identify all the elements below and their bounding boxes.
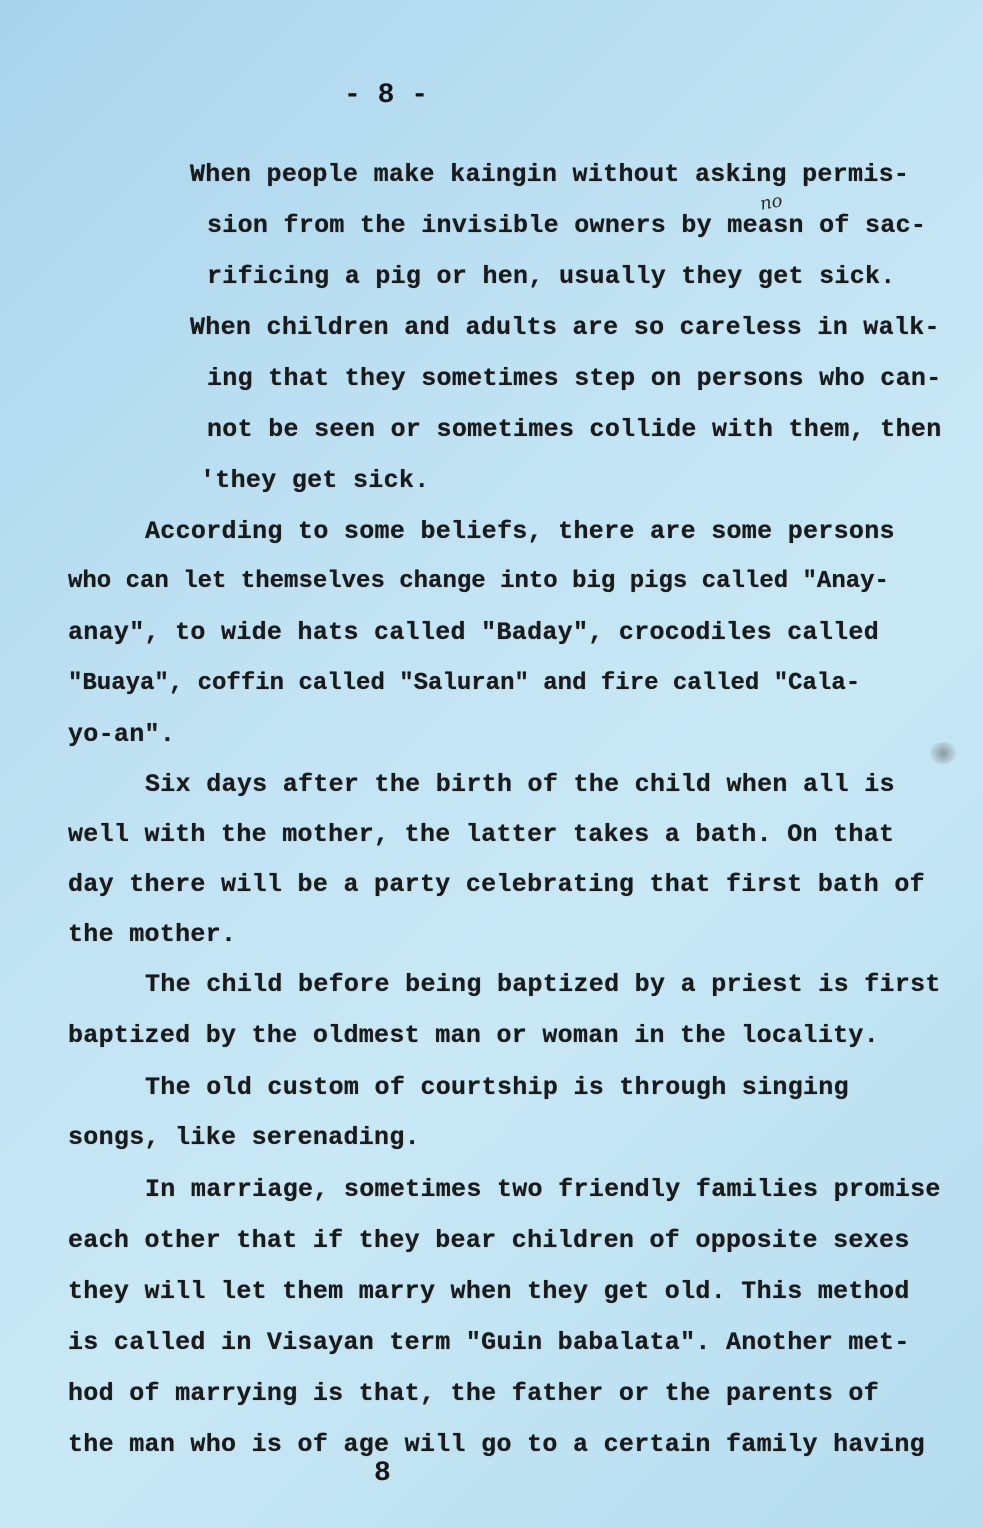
- text-line: day there will be a party celebrating that first bath of: [68, 870, 925, 899]
- text-line: the mother.: [68, 920, 237, 949]
- ink-smudge: [930, 742, 956, 764]
- text-line: not be seen or sometimes collide with them, then: [207, 415, 942, 444]
- text-line: they will let them marry when they get old. This method: [68, 1277, 910, 1306]
- text-line: who can let themselves change into big pigs called "Anay-: [68, 568, 889, 595]
- text-line: When people make kaingin without asking permis-: [190, 160, 910, 189]
- text-line: According to some beliefs, there are some persons: [145, 517, 895, 546]
- text-line: 'they get sick.: [200, 466, 430, 495]
- page-number-header: - 8 -: [344, 80, 429, 111]
- text-line: In marriage, sometimes two friendly families promise: [145, 1175, 941, 1204]
- text-line: hod of marrying is that, the father or the parents of: [68, 1379, 880, 1408]
- handwritten-correction: no: [758, 190, 785, 215]
- text-line: Six days after the birth of the child when all is: [145, 770, 895, 799]
- text-line: rificing a pig or hen, usually they get sick.: [207, 262, 896, 291]
- text-line: baptized by the oldmest man or woman in the locality.: [68, 1021, 880, 1050]
- text-line: The old custom of courtship is through singing: [145, 1073, 849, 1102]
- text-line: When children and adults are so careless in walk-: [190, 313, 940, 342]
- text-line: is called in Visayan term "Guin babalata". Another met-: [68, 1328, 910, 1357]
- text-line: anay", to wide hats called "Baday", crocodiles called: [68, 618, 880, 647]
- text-line: each other that if they bear children of opposite sexes: [68, 1226, 910, 1255]
- text-line: well with the mother, the latter takes a bath. On that: [68, 820, 895, 849]
- text-line: The child before being baptized by a priest is first: [145, 970, 941, 999]
- text-line: "Buaya", coffin called "Saluran" and fire called "Cala-: [68, 670, 861, 697]
- text-line: sion from the invisible owners by measn of sac-: [207, 211, 927, 240]
- text-line: ing that they sometimes step on persons who can-: [207, 364, 942, 393]
- page-number-footer: 8: [374, 1458, 391, 1489]
- text-line: yo-an".: [68, 720, 176, 749]
- text-line: songs, like serenading.: [68, 1123, 420, 1152]
- text-line: the man who is of age will go to a certain family having: [68, 1430, 925, 1459]
